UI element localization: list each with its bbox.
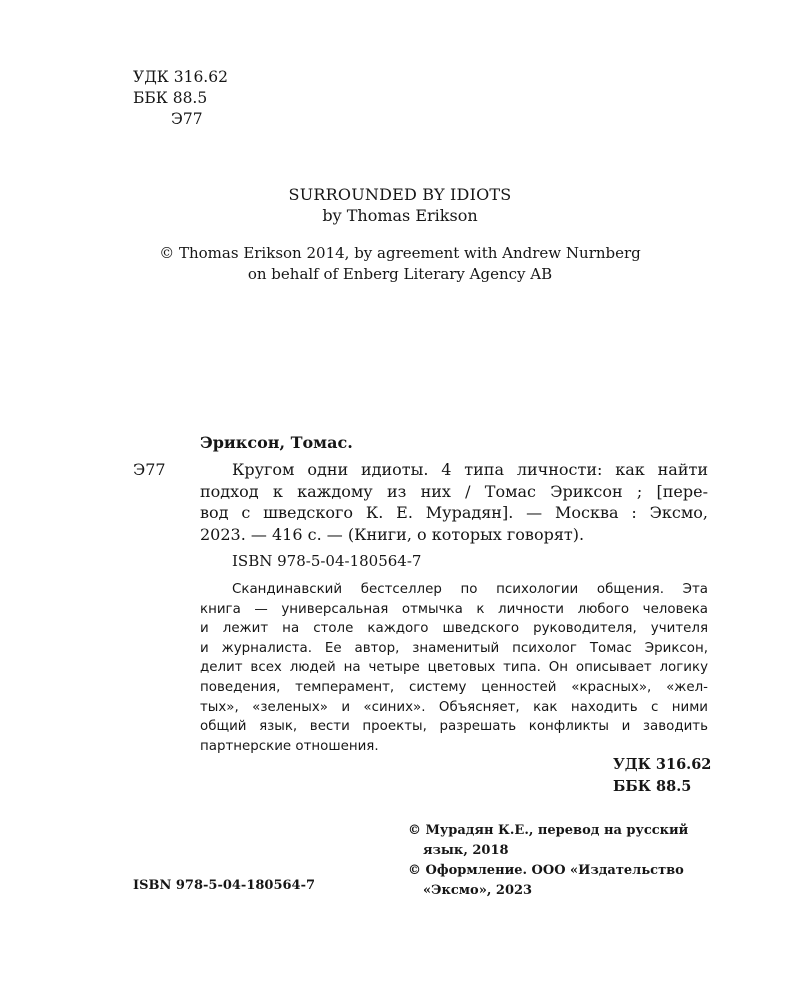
annotation-line: делит всех людей на четыре цветовых типа. Он описывает логику: [200, 660, 708, 676]
udk-code: УДК 316.62: [133, 68, 228, 86]
annotation-line: Скандинавский бестселлер по психологии общения. Эта: [232, 582, 708, 597]
bbk-code: ББК 88.5: [133, 89, 208, 107]
catalog-line: 2023. — 416 с. — (Книги, о которых говорят).: [200, 524, 585, 544]
original-author: by Thomas Erikson: [322, 206, 478, 225]
translation-copyright-cont: язык, 2018: [423, 843, 509, 858]
annotation-line: книга — универсальная отмычка к личности любого человека: [200, 601, 708, 617]
annotation-line: тых», «зеленых» и «синих». Объясняет, как находить с ними: [200, 699, 708, 715]
catalog-line: подход к каждому из них / Томас Эриксон ; [пере-: [200, 481, 708, 501]
catalog-author-heading: Эриксон, Томас.: [200, 433, 353, 452]
design-copyright-cont: «Эксмо», 2023: [423, 883, 533, 898]
copyright-notices: [408, 821, 708, 901]
bottom-classification-codes: [613, 754, 711, 798]
annotation-line: партнерские отношения.: [200, 738, 379, 754]
design-copyright: © Оформление. ООО «Издательство: [408, 863, 684, 878]
top-classification-codes: [133, 67, 228, 130]
original-title: SURROUNDED BY IDIOTS: [288, 185, 512, 204]
author-mark: Э77: [171, 110, 203, 128]
annotation-line: и лежит на столе каждого шведского руководителя, учителя: [200, 621, 708, 637]
catalog-description: [200, 459, 708, 545]
bbk-code-bottom: ББК 88.5: [613, 778, 692, 795]
translation-copyright: © Мурадян К.Е., перевод на русский: [408, 823, 689, 838]
annotation: [200, 580, 708, 756]
udk-code-bottom: УДК 316.62: [613, 756, 712, 773]
original-copyright-line-1: © Thomas Erikson 2014, by agreement with Andrew Nurnberg: [159, 244, 641, 262]
catalog-line: вод с шведского К. Е. Мурадян]. — Москва : Эксмо,: [200, 503, 708, 522]
annotation-line: общий язык, вести проекты, разрешать конфликты и заводить: [200, 719, 708, 735]
annotation-line: и журналиста. Ее автор, знаменитый психолог Томас Эриксон,: [200, 640, 708, 656]
catalog-isbn: ISBN 978-5-04-180564-7: [232, 552, 422, 570]
catalog-author-mark: Э77: [133, 460, 166, 479]
annotation-line: поведения, темперамент, систему ценностей «красных», «жел-: [200, 679, 708, 695]
catalog-line: Кругом одни идиоты. 4 типа личности: как найти: [232, 460, 708, 479]
isbn-bottom: ISBN 978-5-04-180564-7: [133, 878, 316, 893]
original-copyright-line-2: on behalf of Enberg Literary Agency AB: [247, 265, 553, 283]
